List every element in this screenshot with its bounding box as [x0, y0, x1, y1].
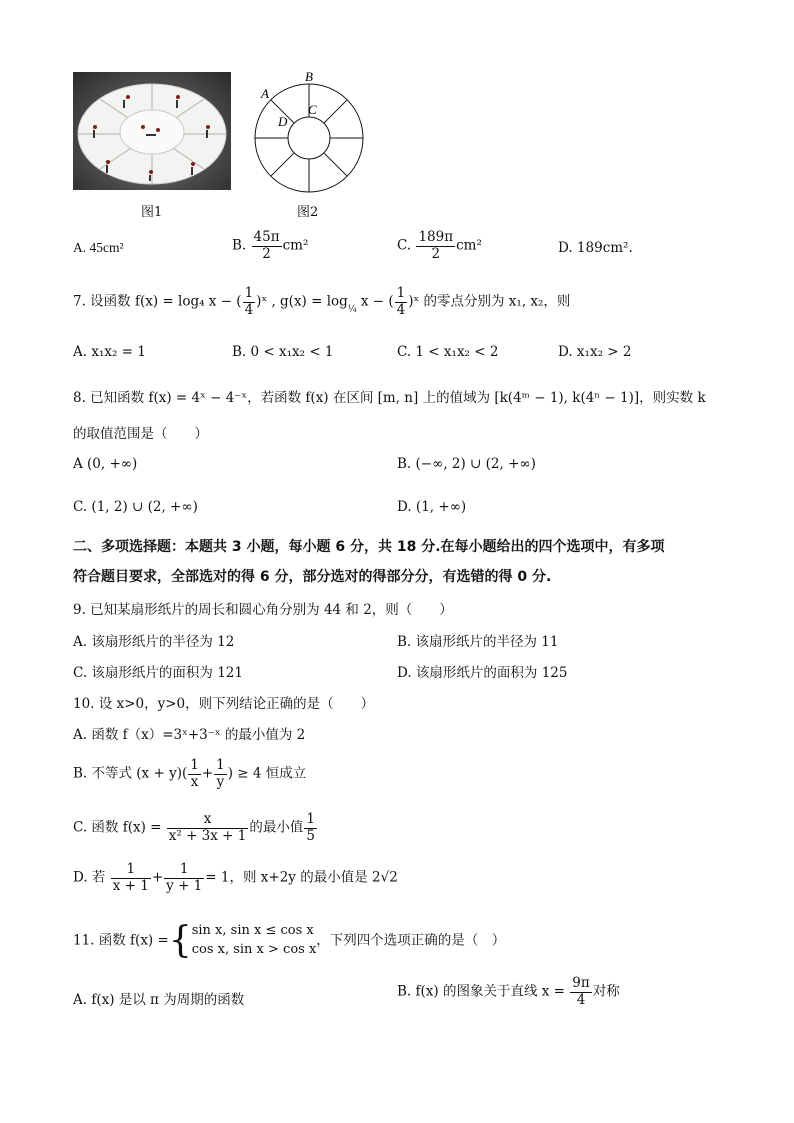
label-c: C	[308, 102, 317, 117]
q10-stem: 10. 设 x>0，y>0，则下列结论正确的是（ ）	[73, 696, 375, 712]
q8-stem-line2: 的取值范围是（ ）	[73, 426, 208, 442]
q9-stem: 9. 已知某扇形纸片的周长和圆心角分别为 44 和 2，则（ ）	[73, 602, 453, 618]
q8-stem: 8. 已知函数 f(x) = 4ˣ − 4⁻ˣ，若函数 f(x) 在区间 [m, n] 上的值域为 [k(4ᵐ − 1), k(4ⁿ − 1)]，则实数 k	[73, 390, 706, 406]
q11-option-b: B. f(x) 的图象关于直线 x = $\frac{9\pi}{4}$ 对称	[397, 975, 620, 1008]
q9-option-b: B. 该扇形纸片的半径为 11	[397, 634, 559, 650]
figure-2-caption: 图2	[297, 205, 319, 220]
section-2-heading: 二、多项选择题：本题共 3 小题，每小题 6 分，共 18 分.在每小题给出的四个选项中，有多项	[73, 539, 665, 555]
q9-option-a: A. 该扇形纸片的半径为 12	[73, 634, 235, 650]
q9-option-d: D. 该扇形纸片的面积为 125	[397, 665, 568, 681]
label-b: B	[305, 69, 313, 84]
q11-stem: 11. 函数 f(x) ={ sin x, sin x ≤ cos x cos x, sin x > cos x ，下列四个选项正确的是（ ）	[73, 919, 506, 961]
q11-option-a: A. f(x) 是以 π 为周期的函数	[73, 992, 245, 1008]
q6-option-c: C. $\frac{189\pi}{2}$ cm²	[397, 229, 482, 262]
q10-option-d: D. 若 $\frac{1}{x + 1}$ + $\frac{1}{y + 1}$ = 1，则 x+2y 的最小值是 2√2	[73, 861, 398, 894]
figure-1-caption: 图1	[141, 205, 163, 220]
q10-option-b: B. 不等式 (x + y)( $\frac{1}{x}$ + $\frac{1}{y}$ ) ≥ 4 恒成立	[73, 757, 307, 790]
q7-option-c: C. 1 < x₁x₂ < 2	[397, 344, 499, 360]
q7-option-b: B. 0 < x₁x₂ < 1	[232, 344, 334, 360]
q8-option-b: B. (−∞, 2) ∪ (2, +∞)	[397, 456, 536, 472]
q9-option-c: C. 该扇形纸片的面积为 121	[73, 665, 243, 681]
q8-option-d: D. (1, +∞)	[397, 499, 467, 515]
q7-option-a: A. x₁x₂ = 1	[73, 344, 146, 360]
label-d: D	[278, 114, 288, 129]
q6-option-a: A. 45cm²	[73, 240, 124, 255]
q6-option-d: D. 189cm².	[558, 240, 633, 256]
figure-1-photo	[73, 72, 231, 190]
q8-option-c: C. (1, 2) ∪ (2, +∞)	[73, 499, 198, 515]
label-a: A	[261, 86, 269, 101]
q10-option-a: A. 函数 f（x）=3ˣ+3⁻ˣ 的最小值为 2	[73, 727, 306, 743]
q6-option-b: B. $\frac{45\pi}{2}$ cm²	[232, 229, 309, 262]
q8-option-a: A (0, +∞)	[73, 456, 138, 472]
q10-option-c: C. 函数 f(x) = $\frac{x}{\text{x² + 3x + 1}}$ 的最小值 $\frac{1}{5}$	[73, 811, 315, 844]
figure-2-diagram	[250, 68, 370, 196]
section-2-heading-line2: 符合题目要求，全部选对的得 6 分，部分选对的得部分分，有选错的得 0 分.	[73, 569, 552, 585]
q7-option-d: D. x₁x₂ > 2	[558, 344, 632, 360]
q7-stem: 7. 设函数 f(x) = log₄ x − ( $\frac{1}{4}$ )ˣ , $g(x) = \log_{\frac{1}{4}} x$ − ( $\frac{1}{4}$ )ˣ 的零点分别为 x₁, x₂，则	[73, 285, 571, 318]
